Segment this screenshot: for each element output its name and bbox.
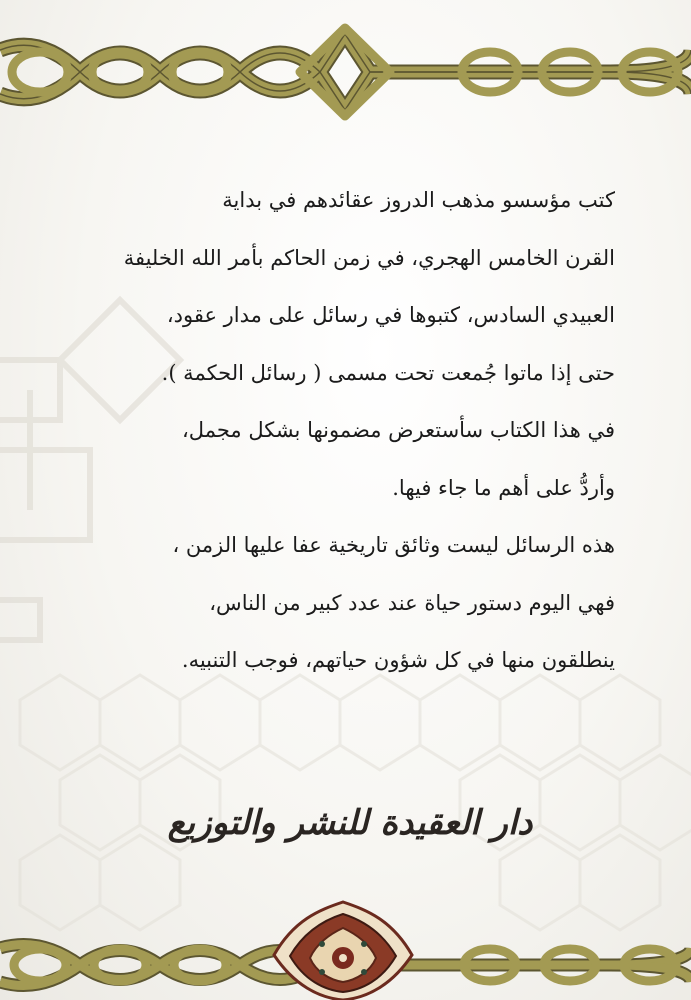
text-line: العبيدي السادس، كتبوها في رسائل على مدار عقود، [166,303,615,327]
text-line: هذه الرسائل ليست وثائق تاريخية عفا عليها الزمن ، [172,533,615,557]
text-line: وأردُّ على أهم ما جاء فيها. [392,475,615,500]
text-line: ينطلقون منها في كل شؤون حياتهم، فوجب التنبيه. [181,648,615,672]
text-line: كتب مؤسسو مذهب الدروز عقائدهم في بداية [222,188,615,212]
text-line: في هذا الكتاب سأستعرض مضمونها بشكل مجمل، [182,418,615,442]
text-line: القرن الخامس الهجري، في زمن الحاكم بأمر الله الخليفة [123,245,615,270]
text-line: فهي اليوم دستور حياة عند عدد كبير من الناس، [209,590,615,615]
body-text [60,172,615,690]
text-line: حتى إذا ماتوا جُمعت تحت مسمى ( رسائل الحكمة ). [161,360,615,385]
rosette-medallion [272,900,414,1000]
top-border-ornament [0,22,691,132]
publisher-logo: دار العقيدة للنشر والتوزيع [167,803,533,843]
